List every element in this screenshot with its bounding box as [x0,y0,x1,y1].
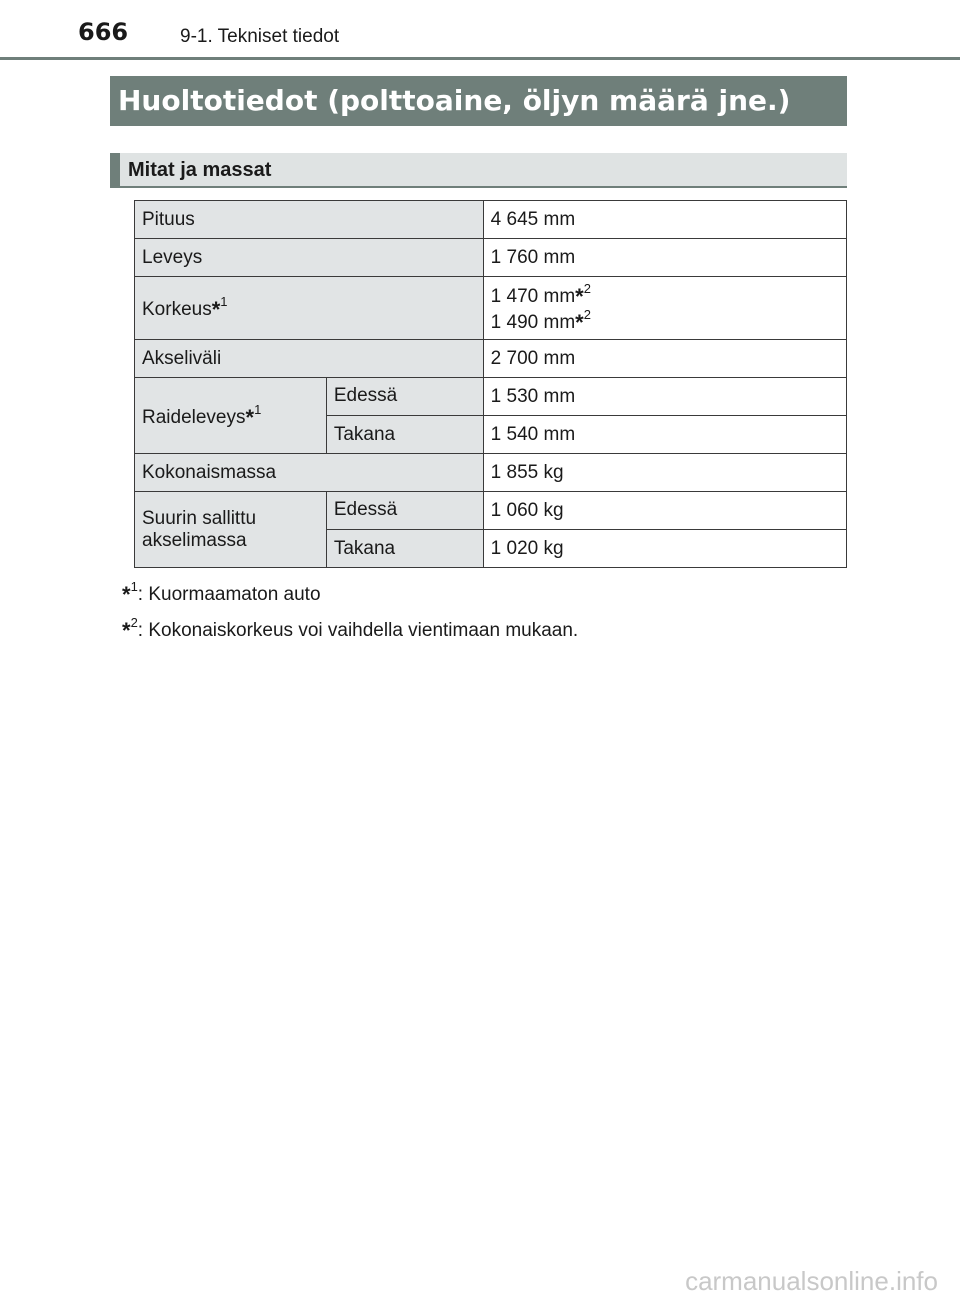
table-row [135,454,847,492]
footnote-star: * [122,618,131,643]
row-value-width: 1 760 mm [483,239,846,277]
footnote-ref: 1 [220,294,228,309]
track-front-value: 1 530 mm [483,378,846,416]
row-label-axle-mass [135,492,327,568]
row-label-wheelbase: Akseliväli [135,340,484,378]
header-divider [0,57,960,60]
height-value-1: 1 470 mm [490,286,576,307]
axle-rear-value: 1 020 kg [483,530,846,568]
footnote-star: * [211,297,221,322]
row-value-length: 4 645 mm [483,201,846,239]
footnote-star: * [245,404,255,430]
footnote-star: * [575,284,584,309]
page-number: 666 [78,18,129,46]
table-row [135,340,847,378]
footnote-2 [122,616,578,642]
row-value-gross-mass: 1 855 kg [483,454,846,492]
row-label-track [135,378,327,454]
axle-rear-label: Takana [326,530,483,568]
row-label-gross-mass: Kokonaismassa [135,454,484,492]
table-row [135,277,847,340]
row-value-height [483,277,846,340]
section-breadcrumb: 9-1. Tekniset tiedot [180,26,340,47]
axle-front-value: 1 060 kg [483,492,846,530]
footnote-ref: 2 [583,307,591,322]
watermark: carmanualsonline.info [685,1266,938,1296]
footnote-ref: 2 [583,281,591,296]
axle-mass-label-line1: Suurin sallittu [142,507,257,529]
table-row [135,201,847,239]
table-row [135,378,847,416]
axle-front-label: Edessä [326,492,483,530]
footnote-mark: 1 [130,579,138,594]
height-value-2: 1 490 mm [490,312,576,333]
footnote-text: : Kokonaiskorkeus voi vaihdella vientimaan mukaan. [137,620,579,641]
section-subtitle: Mitat ja massat [110,153,847,188]
track-label-text: Raideleveys [142,406,246,428]
footnote-ref: 1 [254,401,262,417]
footnote-mark: 2 [130,615,138,630]
table-row [135,239,847,277]
track-rear-label: Takana [326,416,483,454]
row-value-wheelbase: 2 700 mm [483,340,846,378]
row-label-length: Pituus [135,201,484,239]
page-title: Huoltotiedot (polttoaine, öljyn määrä jne.) [110,76,847,126]
footnote-text: : Kuormaamaton auto [137,584,321,605]
track-front-label: Edessä [326,378,483,416]
height-label-text: Korkeus [142,299,212,320]
footnote-1 [122,580,321,606]
axle-mass-label-line2: akselimassa [142,529,247,551]
table-row [135,492,847,530]
track-rear-value: 1 540 mm [483,416,846,454]
row-label-height [135,277,484,340]
footnote-star: * [122,582,131,607]
dimensions-table [134,200,847,568]
row-label-width: Leveys [135,239,484,277]
footnote-star: * [575,310,584,335]
